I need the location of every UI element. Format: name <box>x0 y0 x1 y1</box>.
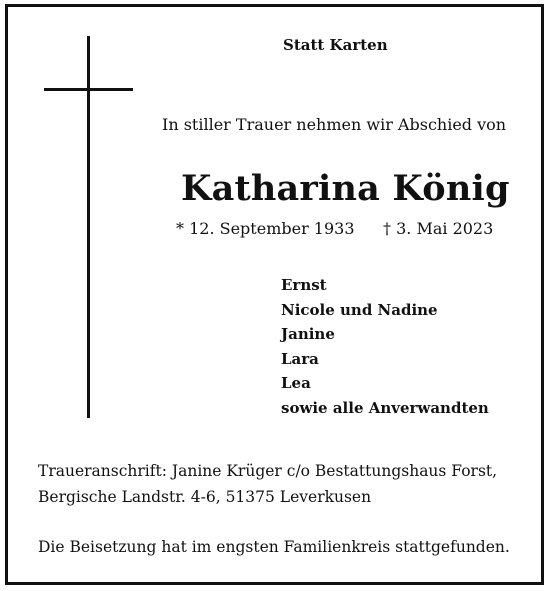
deceased-name: Katharina König <box>181 168 510 209</box>
cross-horizontal-bar <box>44 88 133 91</box>
address-line-1: Traueranschrift: Janine Krüger c/o Bestattungshaus Forst, <box>38 462 498 480</box>
death-date: † 3. Mai 2023 <box>383 219 494 238</box>
mourner-item: Ernst <box>281 276 327 294</box>
address-line-2: Bergische Landstr. 4-6, 51375 Leverkusen <box>38 488 372 506</box>
mourner-item: Janine <box>281 325 335 344</box>
intro-text: In stiller Trauer nehmen wir Abschied von <box>162 115 507 134</box>
birth-date: * 12. September 1933 <box>176 219 355 238</box>
mourner-item: Lea <box>281 374 311 393</box>
cross-vertical-bar <box>87 36 90 418</box>
mourner-item: Nicole und Nadine <box>281 300 438 319</box>
statt-karten-label: Statt Karten <box>283 36 388 54</box>
closing-note: Die Beisetzung hat im engsten Familienkreis stattgefunden. <box>38 538 510 556</box>
mourning-address <box>38 458 497 510</box>
mourner-item: sowie alle Anverwandten <box>281 398 489 417</box>
mourners-list <box>281 273 489 421</box>
mourner-item: Lara <box>281 349 319 368</box>
